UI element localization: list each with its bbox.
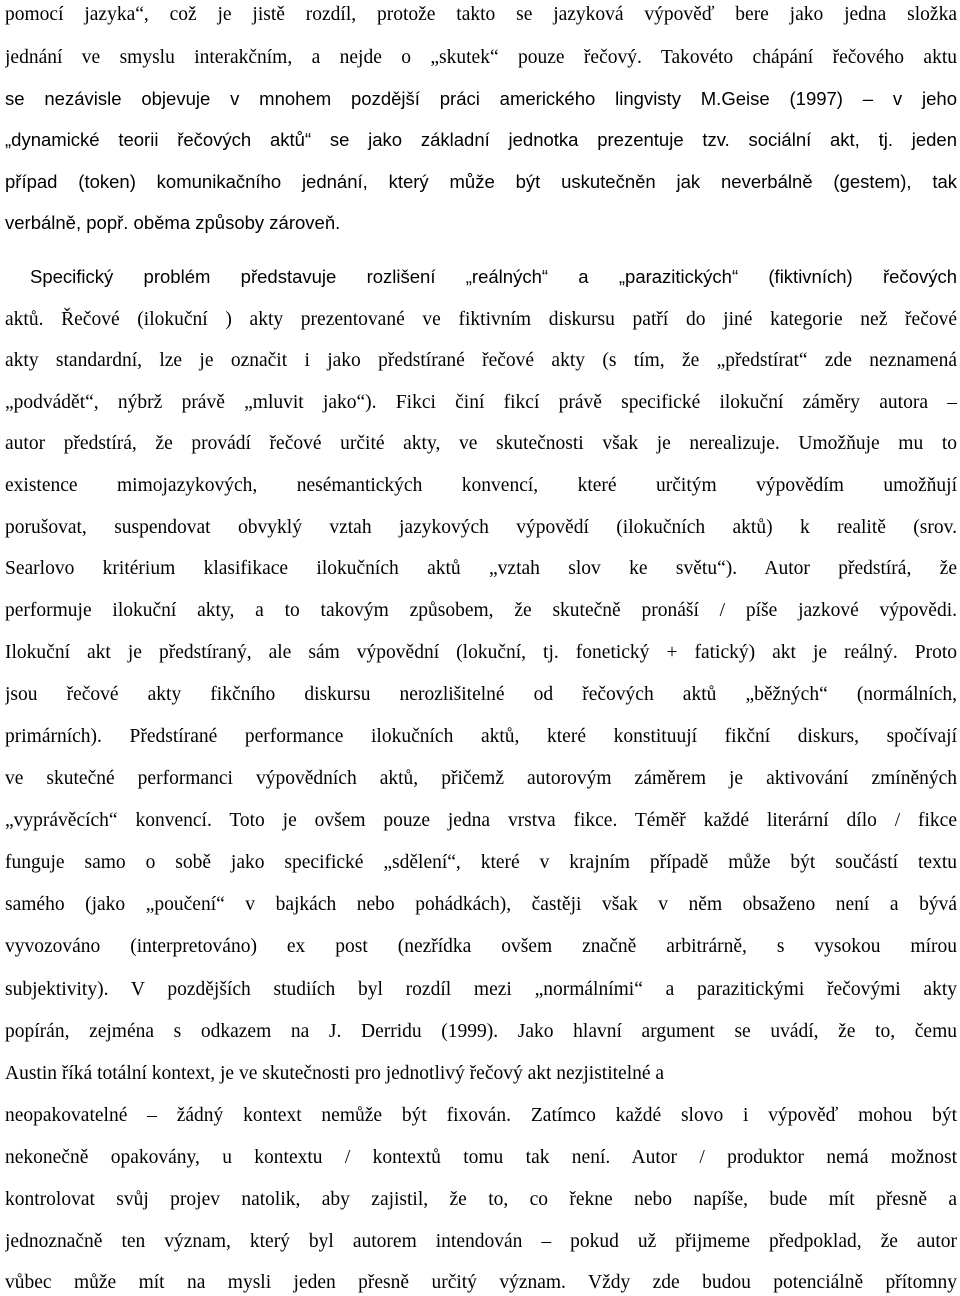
- text-line: jednání ve smyslu interakčním, a nejde o „skutek“ pouze řečový. Takovéto chápání řečového aktu: [5, 47, 957, 68]
- text-line: funguje samo o sobě jako specifické „sdělení“, které v krajním případě může být součástí textu: [5, 852, 957, 873]
- text-line: akty standardní, lze je označit i jako předstírané řečové akty (s tím, že „předstírat“ zde neznamená: [5, 350, 957, 371]
- text-line: samého (jako „poučení“ v bajkách nebo pohádkách), častěji však v něm obsaženo není a bývá: [5, 894, 957, 915]
- text-line: kontrolovat svůj projev natolik, aby zajistil, že to, co řekne nebo napíše, bude mít přesně a: [5, 1189, 957, 1210]
- text-line: verbálně, popř. oběma způsoby zároveň.: [5, 212, 341, 233]
- text-line: „vyprávěcích“ konvencí. Toto je ovšem pouze jedna vrstva fikce. Téměř každé literární dílo / fikce: [5, 810, 957, 831]
- text-line: neopakovatelné – žádný kontext nemůže být fixován. Zatímco každé slovo i výpověď mohou být: [5, 1105, 957, 1126]
- text-line: Searlovo kritérium klasifikace ilokučních aktů „vztah slov ke světu“). Autor předstírá, že: [5, 558, 957, 579]
- text-line: performuje ilokuční akty, a to takovým způsobem, že skutečně pronáší / píše jazkové výpovědi.: [5, 600, 957, 621]
- text-line: existence mimojazykových, nesémantických konvencí, které určitým výpovědím umožňují: [5, 475, 957, 496]
- text-line: Austin říká totální kontext, je ve skutečnosti pro jednotlivý řečový akt nezjistitelné a: [5, 1063, 665, 1084]
- text-line: se nezávisle objevuje v mnohem pozdější práci amerického lingvisty M.Geise (1997) – v jeho: [5, 88, 957, 109]
- text-line: případ (token) komunikačního jednání, který může být uskutečněn jak neverbálně (gestem), tak: [5, 171, 957, 192]
- text-line: jsou řečové akty fikčního diskursu nerozlišitelné od řečových aktů „běžných“ (normálních,: [5, 684, 957, 705]
- text-line: Ilokuční akt je předstíraný, ale sám výpovědní (lokuční, tj. fonetický + fatický) akt je reálný. Proto: [5, 642, 957, 663]
- text-line: nekonečně opakovány, u kontextu / kontextů tomu tak není. Autor / produktor nemá možnost: [5, 1147, 957, 1168]
- text-line: „podvádět“, nýbrž právě „mluvit jako“). Fikci činí fikcí právě specifické ilokuční záměry autora –: [5, 392, 957, 413]
- text-line: vyvozováno (interpretováno) ex post (nezřídka ovšem značně arbitrárně, s vysokou mírou: [5, 936, 957, 957]
- text-line: vůbec může mít na mysli jeden přesně určitý význam. Vždy zde budou potenciálně přítomny: [5, 1272, 957, 1293]
- text-line: pomocí jazyka“, což je jistě rozdíl, protože takto se jazyková výpověď bere jako jedna složka: [5, 4, 957, 25]
- text-line: aktů. Řečové (ilokuční ) akty prezentované ve fiktivním diskursu patří do jiné kategorie než řečové: [5, 309, 957, 330]
- text-line: porušovat, suspendovat obvyklý vztah jazykových výpovědí (ilokučních aktů) k realitě (srov.: [5, 517, 957, 538]
- text-line: jednoznačně ten význam, který byl autorem intendován – pokud už přijmeme předpoklad, že autor: [5, 1231, 957, 1252]
- text-line: Specifický problém představuje rozlišení „reálných“ a „parazitických“ (fiktivních) řečových: [30, 266, 957, 287]
- text-line: „dynamické teorii řečových aktů“ se jako základní jednotka prezentuje tzv. sociální akt, tj. jeden: [5, 129, 957, 150]
- text-line: primárních). Předstírané performance ilokučních aktů, které konstituují fikční diskurs, spočívají: [5, 726, 957, 747]
- text-line: subjektivity). V pozdějších studiích byl rozdíl mezi „normálními“ a parazitickými řečovými akty: [5, 979, 957, 1000]
- text-line: autor předstírá, že provádí řečové určité akty, ve skutečnosti však je nerealizuje. Umožňuje mu to: [5, 433, 957, 454]
- text-line: popírán, zejména s odkazem na J. Derridu (1999). Jako hlavní argument se uvádí, že to, čemu: [5, 1021, 957, 1042]
- text-line: ve skutečné performanci výpovědních aktů, přičemž autorovým záměrem je aktivování zmíněných: [5, 768, 957, 789]
